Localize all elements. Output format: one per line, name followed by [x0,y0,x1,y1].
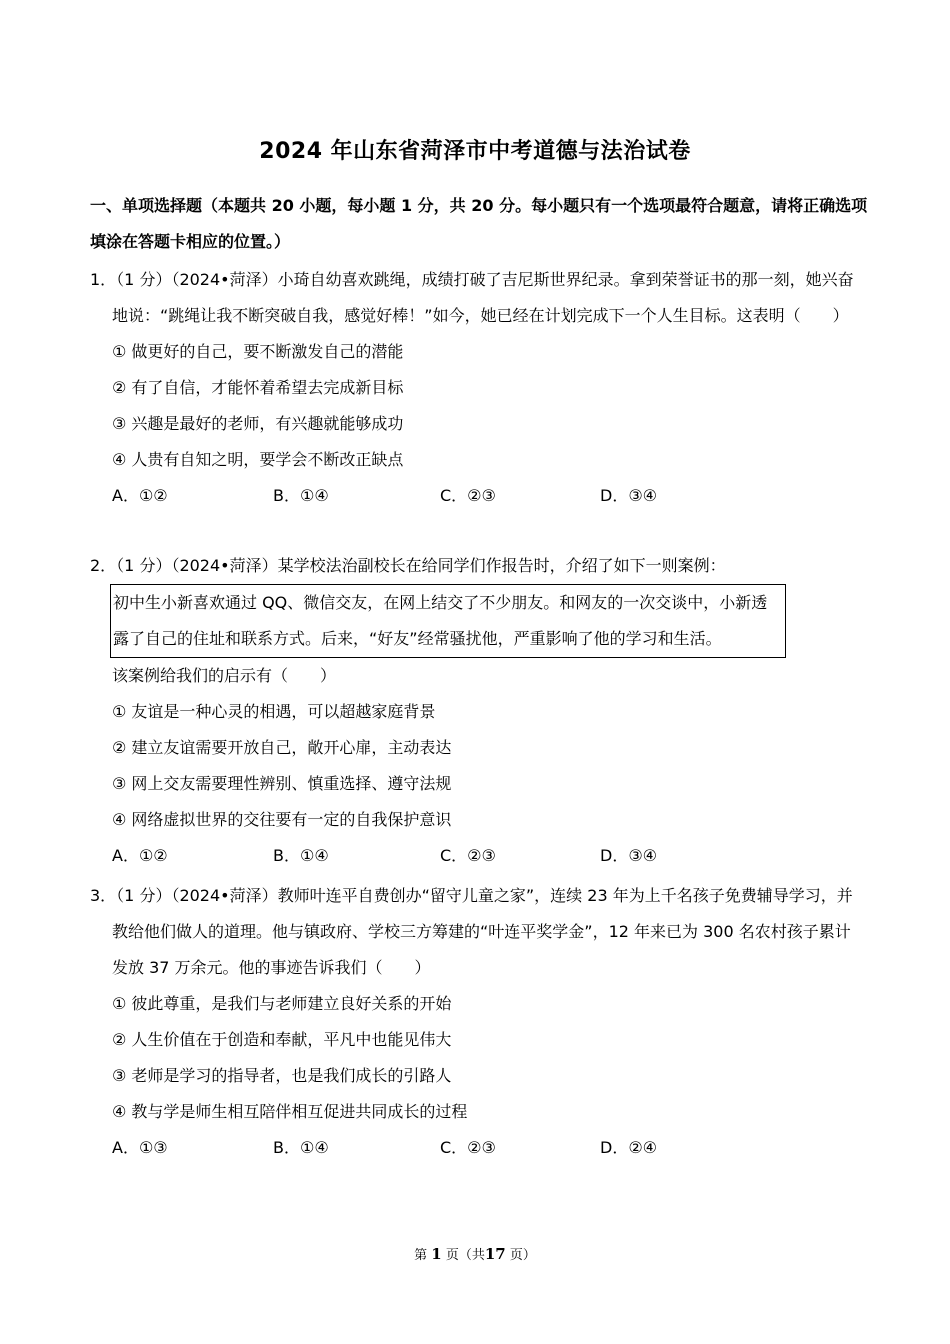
answer-choices [90,1130,865,1166]
question-2 [90,548,865,874]
choice-b: B．①④ [273,846,329,865]
choice-b: B．①④ [273,1138,329,1157]
case-box: 初中生小新喜欢通过 QQ、微信交友，在网上结交了不少朋友。和网友的一次交谈中，小新透露了自己的住址和联系方式。后来，“好友”经常骚扰他，严重影响了他的学习和生活。 [110,584,786,658]
answer-choices [90,838,865,874]
question-stem: 2．（1 分）（2024•菏泽）某学校法治副校长在给同学们作报告时，介绍了如下一则案例： [90,556,726,575]
choice-c: C．②③ [440,1138,496,1157]
choice-d: D．③④ [600,846,658,865]
statement-option: ③ 老师是学习的指导者，也是我们成长的引路人 [112,1066,452,1085]
statement-option: ④ 教与学是师生相互陪伴相互促进共同成长的过程 [112,1102,468,1121]
choice-d: D．③④ [600,486,658,505]
footer-suffix: 页） [509,1248,536,1263]
page-title: 2024 年山东省菏泽市中考道德与法治试卷 [259,139,691,164]
section-heading: 一、单项选择题（本题共 20 小题，每小题 1 分，共 20 分。每小题只有一个选项最符合题意，请将正确选项填涂在答题卡相应的位置。） [90,196,868,251]
statement-option: ③ 兴趣是最好的老师，有兴趣就能够成功 [112,414,404,433]
choice-a: A．①③ [112,1138,168,1157]
choice-b: B．①④ [273,486,329,505]
statement-option: ① 做更好的自己，要不断激发自己的潜能 [112,342,404,361]
choice-a: A．①② [112,846,168,865]
choice-c: C．②③ [440,846,496,865]
statement-option: ④ 网络虚拟世界的交往要有一定的自我保护意识 [112,810,452,829]
question-prompt: 该案例给我们的启示有（ ） [112,666,337,685]
question-1 [90,262,865,514]
statement-option: ② 人生价值在于创造和奉献，平凡中也能见伟大 [112,1030,452,1049]
footer-page-number: 1 [431,1245,442,1263]
question-3 [90,878,865,1166]
question-stem: 1．（1 分）（2024•菏泽）小琦自幼喜欢跳绳，成绩打破了吉尼斯世界纪录。拿到荣誉证书的那一刻，她兴奋地说：“跳绳让我不断突破自我，感觉好棒！”如今，她已经在计划完成下一个人生目标。这表明（ ） [90,270,854,325]
footer-prefix: 第 [414,1248,428,1263]
choice-c: C．②③ [440,486,496,505]
statement-option: ④ 人贵有自知之明，要学会不断改正缺点 [112,450,404,469]
answer-choices [90,478,865,514]
footer-total-pages: 17 [484,1245,506,1263]
footer-middle: 页（共 [445,1248,485,1263]
choice-a: A．①② [112,486,168,505]
statement-option: ① 友谊是一种心灵的相遇，可以超越家庭背景 [112,702,436,721]
choice-d: D．②④ [600,1138,658,1157]
statement-option: ① 彼此尊重，是我们与老师建立良好关系的开始 [112,994,452,1013]
question-stem: 3．（1 分）（2024•菏泽）教师叶连平自费创办“留守儿童之家”，连续 23 年为上千名孩子免费辅导学习，并教给他们做人的道理。他与镇政府、学校三方筹建的“叶连平奖学金”，12 年来已为 300 名农村孩子累计发放 37 万余元。他的事迹告诉我们（ ） [90,886,853,977]
statement-option: ② 建立友谊需要开放自己，敞开心扉，主动表达 [112,738,452,757]
page-footer [0,1244,950,1263]
statement-option: ③ 网上交友需要理性辨别、慎重选择、遵守法规 [112,774,452,793]
statement-option: ② 有了自信，才能怀着希望去完成新目标 [112,378,404,397]
